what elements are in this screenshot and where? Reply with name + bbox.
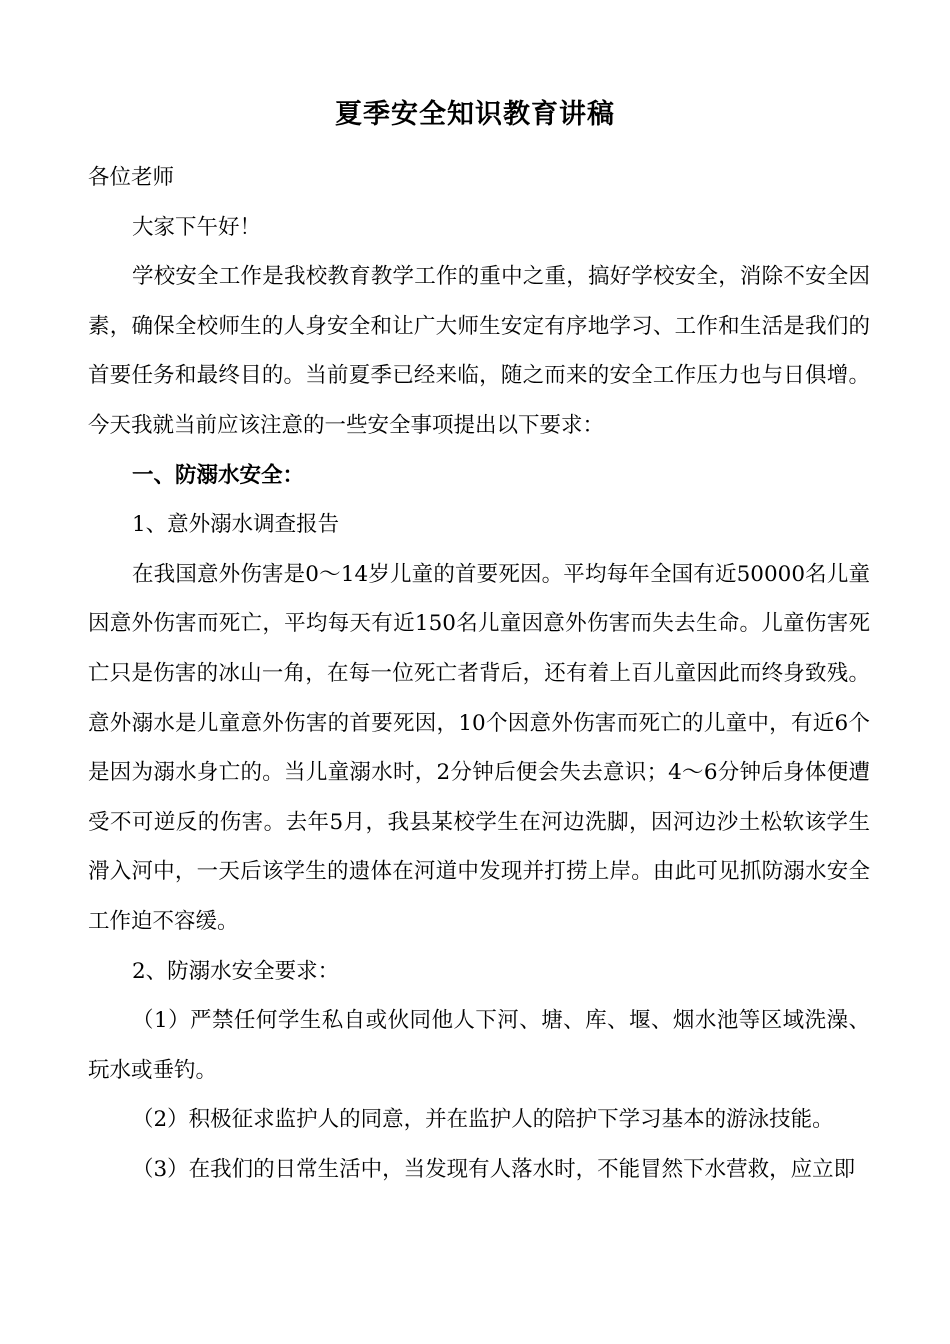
subheading-report: 1、意外溺水调查报告 <box>132 512 340 538</box>
subheading-requirements: 2、防溺水安全要求： <box>132 958 340 984</box>
requirement-item-3: （3）在我们的日常生活中，当发现有人落水时，不能冒然下水营救，应立即 <box>132 1156 856 1182</box>
report-paragraph: 在我国意外伤害是0～14岁儿童的首要死因。平均每年全国有近50000名儿童因意外伤害而死亡，平均每天有近150名儿童因意外伤害而失去生命。儿童伤害死亡只是伤害的冰山一角，在每一位死亡者背后，还有着上百儿童因此而终身致残。意外溺水是儿童意外伤害的首要死因，10个因意外伤害而死亡的儿童中，有近6个是因为溺水身亡的。当儿童溺水时，2分钟后便会失去意识；4～6分钟后身体便遭受不可逆反的伤害。去年5月，我县某校学生在河边洗脚，因河边沙土松软该学生滑入河中，一天后该学生的遗体在河道中发现并打捞上岸。由此可见抓防溺水安全工作迫不容缓。 <box>88 561 870 934</box>
requirement-item-2: （2）积极征求监护人的同意，并在监护人的陪护下学习基本的游泳技能。 <box>132 1107 834 1133</box>
section-heading-drowning: 一、防溺水安全： <box>132 462 305 488</box>
intro-paragraph: 学校安全工作是我校教育教学工作的重中之重，搞好学校安全，消除不安全因素，确保全校师生的人身安全和让广大师生安定有序地学习、工作和生活是我们的首要任务和最终目的。当前夏季已经来临，随之而来的安全工作压力也与日俱增。今天我就当前应该注意的一些安全事项提出以下要求： <box>88 264 870 438</box>
greeting: 大家下午好！ <box>132 214 262 240</box>
salutation: 各位老师 <box>88 165 175 190</box>
requirement-item-1: （1）严禁任何学生私自或伙同他人下河、塘、库、堰、烟水池等区域洗澡、玩水或垂钓。 <box>88 1008 870 1083</box>
document-title: 夏季安全知识教育讲稿 <box>335 99 615 130</box>
document-body <box>88 153 870 1194</box>
